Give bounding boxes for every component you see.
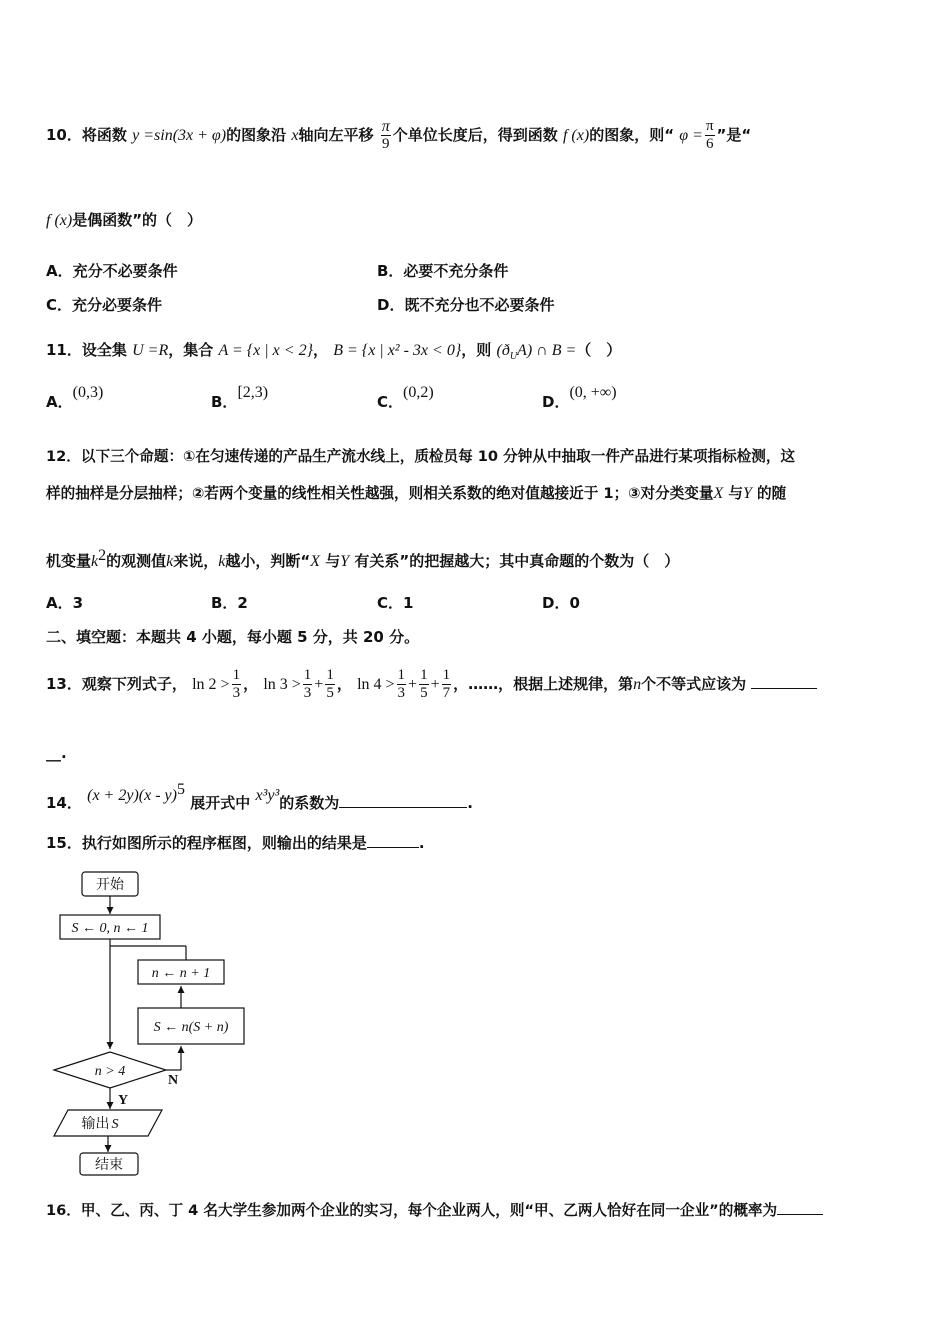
q12-line2: 样的抽样是分层抽样；②若两个变量的线性相关性越强，则相关系数的绝对值越接近于 1；③对分类变量X 与Y 的随 <box>46 485 787 502</box>
q12-line1: 12．以下三个命题：①在匀速传递的产品生产流水线上，质检员每 10 分钟从中抽取一件产品进行某项指标检测，这 <box>46 448 796 465</box>
q16-answer-blank[interactable] <box>777 1200 823 1215</box>
q10-line2: f (x)是偶函数”的（ ） <box>46 211 203 229</box>
q10-phi-fraction: $\frac{\pi}{6}$ <box>705 118 714 152</box>
program-flowchart <box>40 864 260 1184</box>
q12-option-b[interactable]: B．2 <box>211 594 248 612</box>
q12-option-a[interactable]: A．3 <box>46 594 84 612</box>
flow-output-var: S <box>111 1117 119 1132</box>
q13-answer-blank[interactable] <box>751 674 817 689</box>
q10-option-a[interactable]: A．充分不必要条件 <box>46 262 178 280</box>
flow-increment-label: n ← n + 1 <box>151 966 211 981</box>
q15-answer-blank[interactable] <box>367 833 419 848</box>
q11-option-c[interactable]: C．(0,2) <box>377 384 434 411</box>
flow-yes-label: Y <box>118 1093 129 1108</box>
q12-option-c[interactable]: C．1 <box>377 594 414 612</box>
q13-continuation: __. <box>46 744 67 762</box>
q10-option-b[interactable]: B．必要不充分条件 <box>377 262 509 280</box>
section-heading: 二、填空题：本题共 4 小题，每小题 5 分，共 20 分。 <box>46 628 420 646</box>
flow-decision-label: n > 4 <box>94 1064 126 1079</box>
flow-no-label: N <box>168 1073 179 1088</box>
q11-line: 11．设全集 U =R，集合 A = {x | x < 2}， B = {x | x² - 3x < 0}，则 $(ð_UA)$ ∩ B =（ ） <box>46 341 622 362</box>
q10-option-c[interactable]: C．充分必要条件 <box>46 296 163 314</box>
flow-start-label: 开始 <box>96 878 124 893</box>
q11-set-a: A = {x | x < 2} <box>218 342 313 359</box>
flow-end-label: 结束 <box>95 1158 123 1173</box>
q13-line: 13．观察下列式子， ln 2 > $\frac{1}{3}$ ， ln 3 > $\frac{1}{3}$ + $\frac{1}{5}$ ， ln 4 > $\frac{1}{3}$ + $\frac{1}{5}$ + $\frac{1}{7}$ ，……，根据上述规律，第n个不等式应该为 <box>46 666 817 703</box>
q11-option-d[interactable]: D．(0, +∞) <box>542 384 617 411</box>
q10-option-d[interactable]: D．既不充分也不必要条件 <box>377 296 555 314</box>
q12-line3: 机变量$k^2$的观测值k来说，k越小，判断“X 与Y 有关系”的把握越大；其中真命题的个数为（ ） <box>46 547 680 570</box>
q14-answer-blank[interactable] <box>339 793 467 808</box>
flow-init-label: S ← 0, n ← 1 <box>71 921 149 936</box>
q15-line: 15．执行如图所示的程序框图，则输出的结果是 . <box>46 834 425 852</box>
q10-function: y =sin(3x + φ) <box>132 127 227 144</box>
q11-option-a[interactable]: A．(0,3) <box>46 384 104 411</box>
svg-text:输出S <box>82 1116 119 1132</box>
q11-set-b: B = {x | x² - 3x < 0} <box>333 342 462 359</box>
q10-line1: 10．将函数 y =sin(3x + φ)的图象沿 x轴向左平移 $\frac{\pi}{9}$ 个单位长度后，得到函数 f (x)的图象，则“ φ = $\frac{\pi}{6}$ ”是“ <box>46 118 752 152</box>
q12-option-d[interactable]: D．0 <box>542 594 580 612</box>
q11-option-b[interactable]: B．[2,3) <box>211 384 269 411</box>
q16-line: 16．甲、乙、丙、丁 4 名大学生参加两个企业的实习，每个企业两人，则“甲、乙两人恰好在同一企业”的概率为 <box>46 1200 823 1221</box>
flow-output-label: 输出 <box>81 1117 110 1132</box>
flow-update-label: S ← n(S + n) <box>153 1020 229 1035</box>
q10-shift-fraction: $\frac{\pi}{9}$ <box>381 118 390 152</box>
q14-line: 14． (x + 2y)(x - y)$^5$ 展开式中 x³y³的系数为 . <box>46 781 473 812</box>
